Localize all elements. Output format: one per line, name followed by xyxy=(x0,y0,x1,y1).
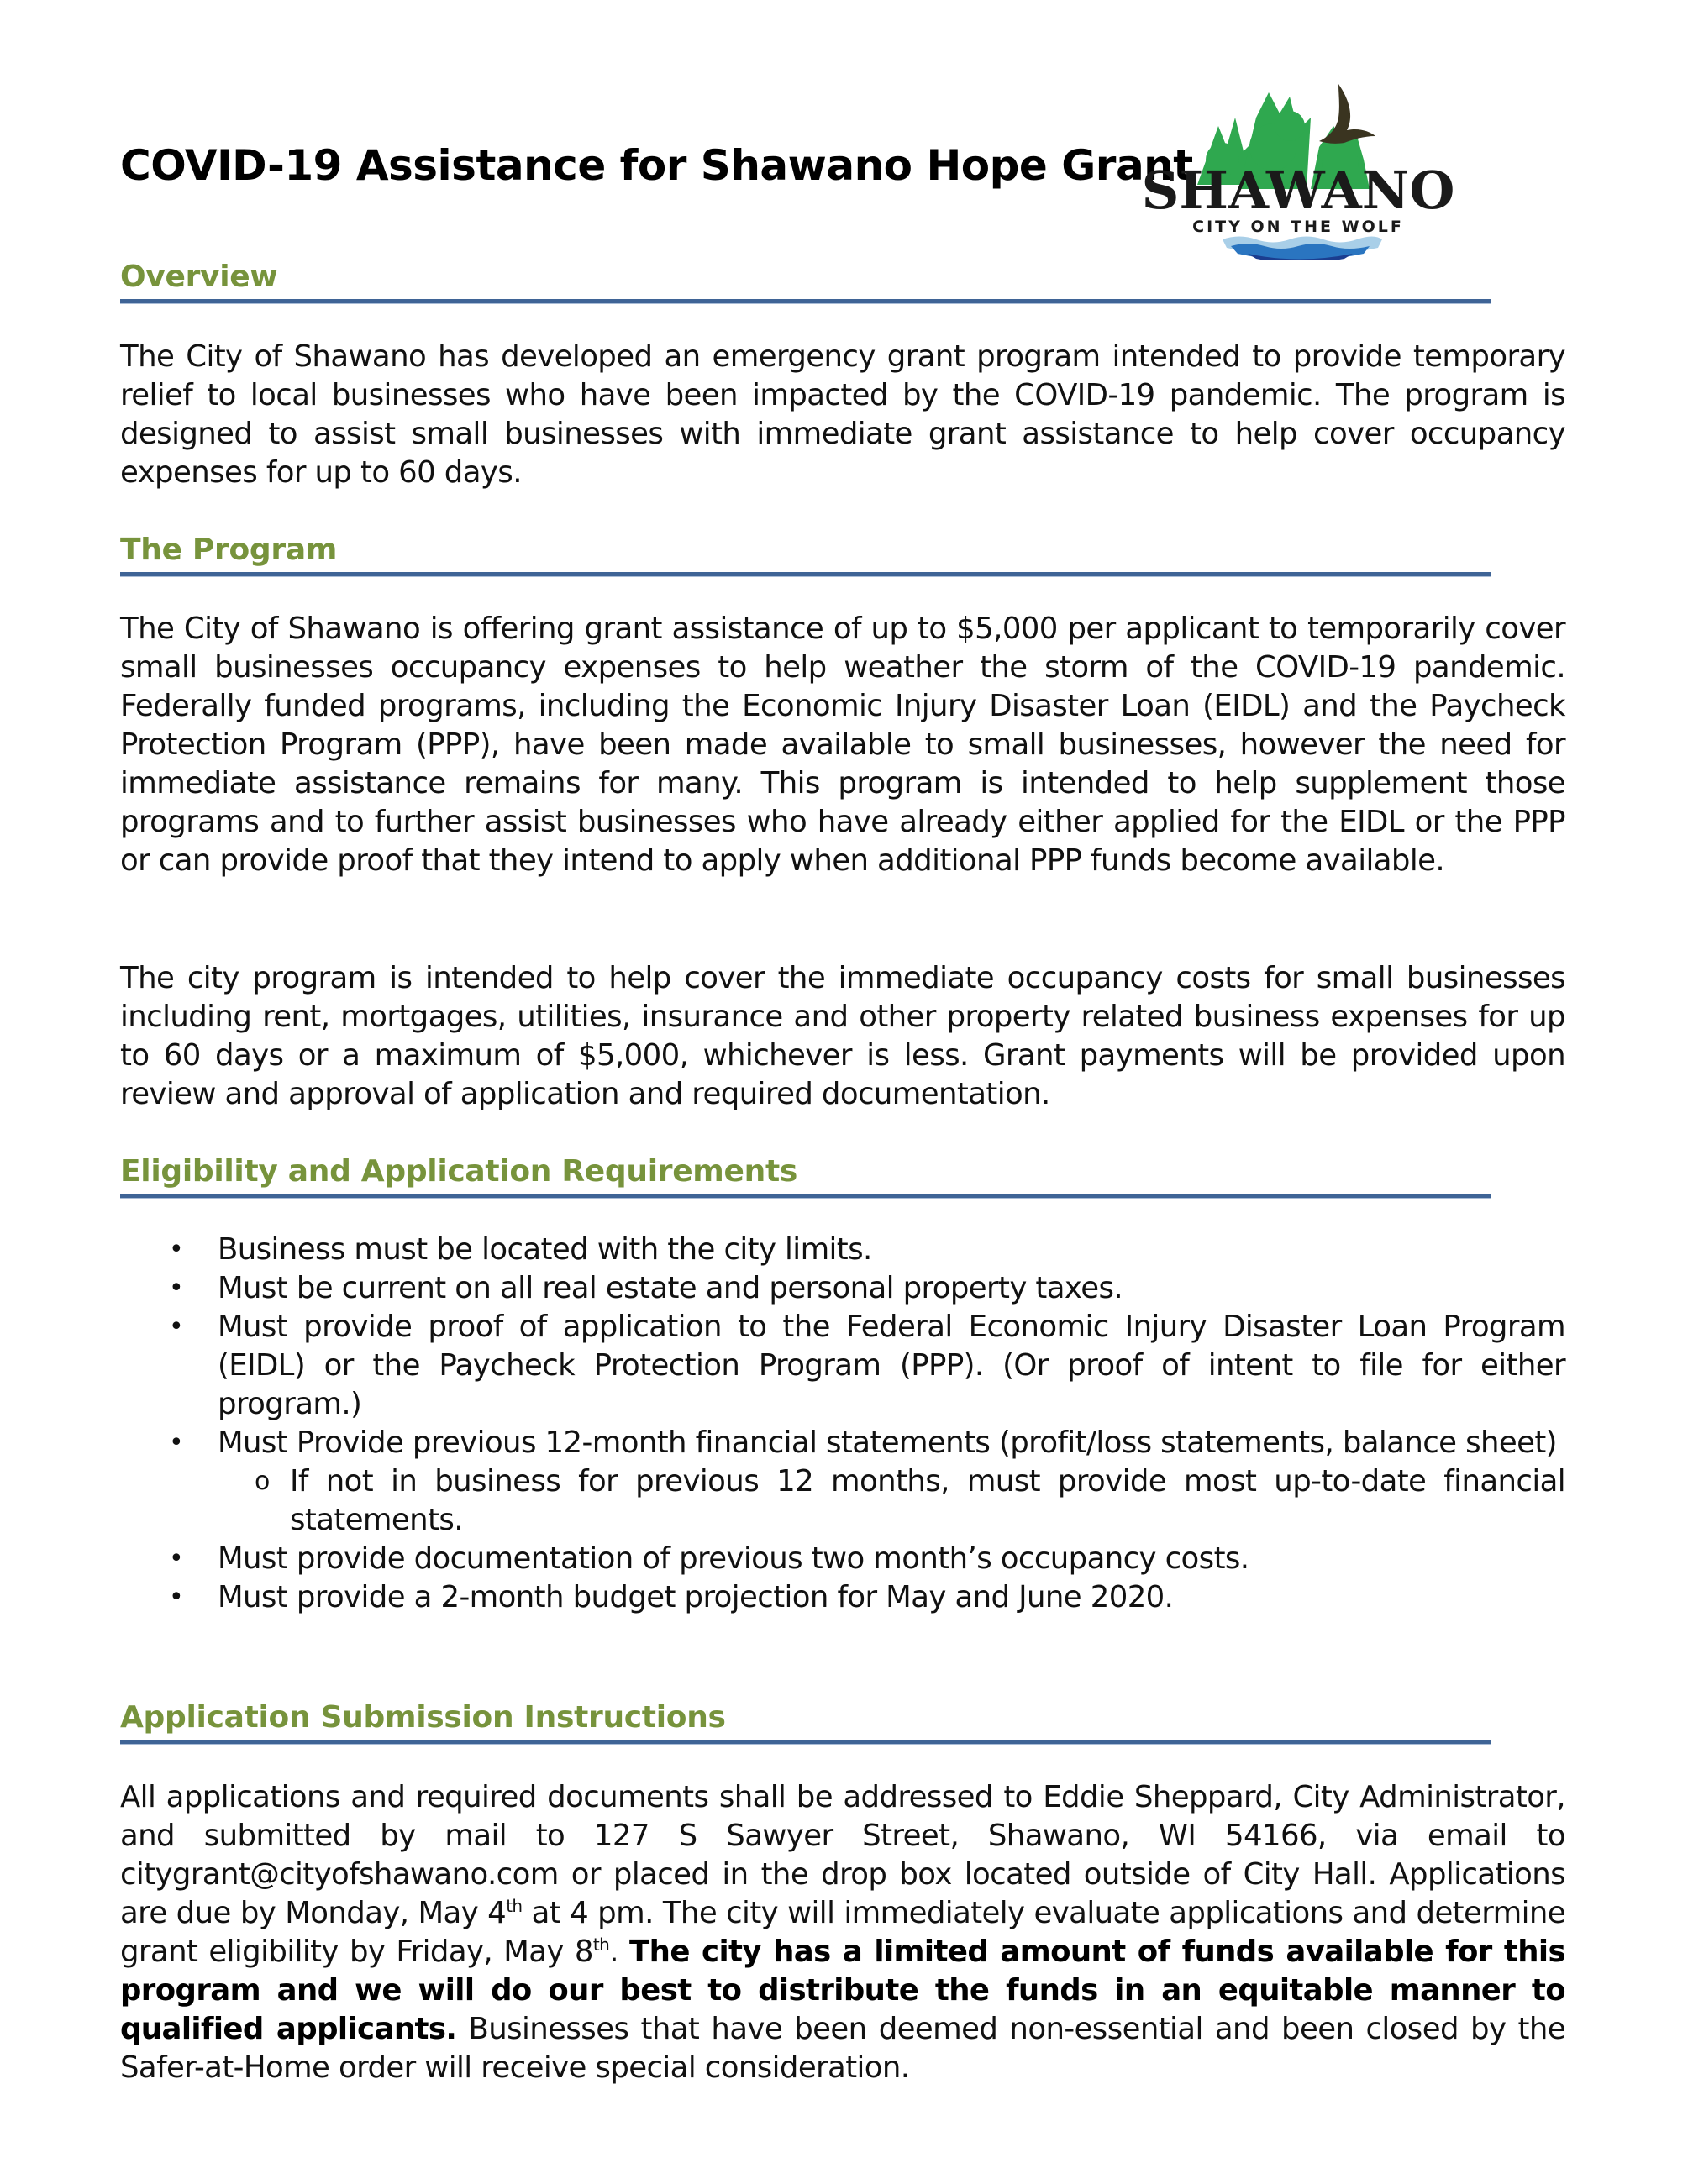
list-item: • Must provide a 2-month budget projection for May and June 2020. xyxy=(120,1578,1565,1617)
section-heading-eligibility xyxy=(120,1155,1490,1189)
section-heading-label: The Program xyxy=(120,533,338,567)
sub-list xyxy=(218,1462,1565,1540)
limited-funds-notice: The city has a limited amount of funds available for this program and we will do our best to distribute the funds in an equitable manner to qualified applicants. xyxy=(120,1935,1566,2046)
section-heading-program xyxy=(120,533,1490,567)
bullet-icon: • xyxy=(169,1273,184,1303)
section-heading-label: Overview xyxy=(120,260,278,294)
overview-paragraph: The City of Shawano has developed an emergency grant program intended to provide temporary relief to local businesses who have been impacted by the COVID-19 pandemic. The program is designed to assist small businesses with immediate grant assistance to help cover occupancy expenses for up to 60 days. xyxy=(120,339,1565,490)
list-item: • Must provide documentation of previous two month’s occupancy costs. xyxy=(120,1540,1565,1578)
bullet-icon: • xyxy=(169,1428,184,1457)
submission-paragraph: All applications and required documents shall be addressed to Eddie Sheppard, City Administrator, and submitted by mail to 127 S Sawyer Street, Shawano, WI 54166, via email to citygrant@cityofshawano.com or placed in the drop box located outside of City Hall. Applications are due by Monday, May 4th at 4 pm. The city will immediately evaluate applications and determine grant eligibility by Friday, May 8th. The city has a limited amount of funds available for this program and we will do our best to distribute the funds in an equitable manner to qualified applicants. Businesses that have been deemed non-essential and been closed by the Safer-at-Home order will receive special consideration. xyxy=(120,1780,1566,2085)
section-heading-submission xyxy=(120,1701,1490,1735)
svg-text:SHAWANO: SHAWANO xyxy=(1141,160,1455,221)
section-divider xyxy=(120,299,1491,304)
sub-list-item: o If not in business for previous 12 months, must provide most up-to-date financial statements. xyxy=(255,1464,1565,1537)
section-divider xyxy=(120,1194,1491,1199)
shawano-logo xyxy=(1138,67,1458,260)
bullet-icon: • xyxy=(169,1583,184,1612)
bullet-icon: • xyxy=(169,1312,184,1341)
list-item: • Must provide proof of application to the Federal Economic Injury Disaster Loan Program (EIDL) or the Paycheck Protection Program (PPP). (Or proof of intent to file for either program.) xyxy=(169,1310,1565,1421)
section-heading-label: Application Submission Instructions xyxy=(120,1700,726,1735)
hollow-bullet-icon: o xyxy=(255,1467,270,1496)
section-divider xyxy=(120,1740,1491,1745)
program-paragraph-2: The city program is intended to help cover the immediate occupancy costs for small businesses including rent, mortgages, utilities, insurance and other property related business expenses for up to 60 days or a maximum of $5,000, whichever is less. Grant payments will be provided upon review and approval of application and required documentation. xyxy=(120,961,1565,1111)
document-title: COVID-19 Assistance for Shawano Hope Grant xyxy=(120,141,1193,190)
program-paragraph-1: The City of Shawano is offering grant assistance of up to $5,000 per applicant to temporarily cover small businesses occupancy expenses to help weather the storm of the COVID-19 pandemic. Federally funded programs, including the Economic Injury Disaster Loan (EIDL) and the Paycheck Protection Program (PPP), have been made available to small businesses, however the need for immediate assistance remains for many. This program is intended to help supplement those programs and to further assist businesses who have already either applied for the EIDL or the PPP or can provide proof that they intend to apply when additional PPP funds become available. xyxy=(120,612,1565,878)
list-item: • Must Provide previous 12-month financial statements (profit/loss statements, balance sheet) o If not in business for previous 12 months, must provide most up-to-date financial statements. xyxy=(120,1424,1565,1540)
section-heading-label: Eligibility and Application Requirements xyxy=(120,1154,797,1189)
bullet-icon: • xyxy=(169,1544,184,1573)
section-divider xyxy=(120,572,1491,577)
svg-text:CITY ON THE WOLF: CITY ON THE WOLF xyxy=(1192,218,1404,236)
section-heading-overview xyxy=(120,260,1490,294)
requirements-list xyxy=(120,1231,1565,1617)
bullet-icon: • xyxy=(169,1235,184,1264)
list-item: • Business must be located with the city limits. xyxy=(120,1231,1565,1269)
trees-eagle-water-logo-icon xyxy=(1138,67,1458,260)
list-item: • Must be current on all real estate and personal property taxes. xyxy=(120,1269,1565,1308)
